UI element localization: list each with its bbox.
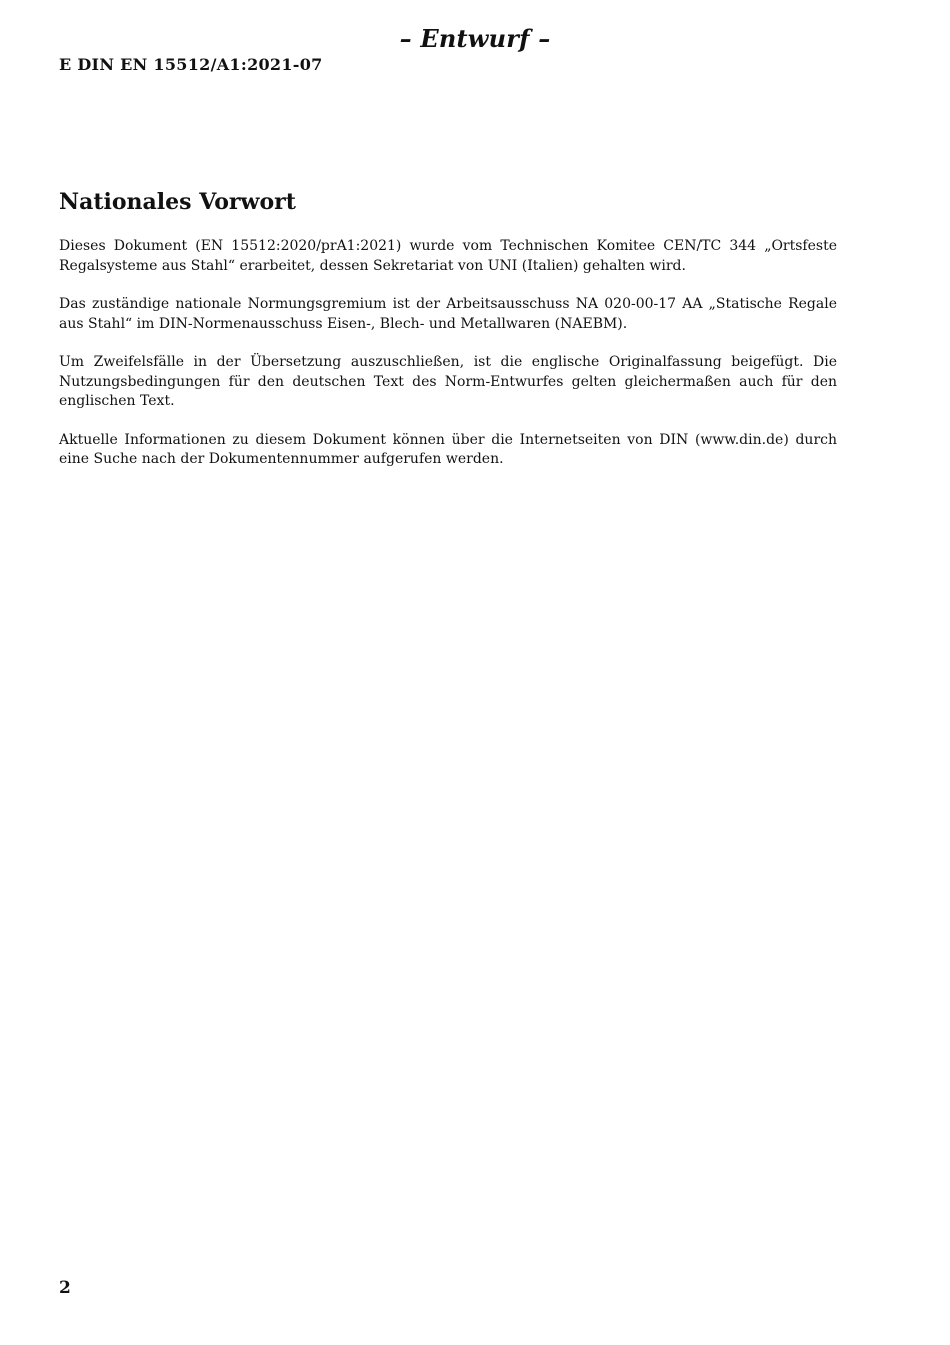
section-title: Nationales Vorwort xyxy=(59,189,296,215)
foreword-paragraph-4: Aktuelle Informationen zu diesem Dokument können über die Internetseiten von DIN (www.din.de) durch eine Suche nach der Dokumentennummer aufgerufen werden. xyxy=(59,431,837,467)
foreword-paragraph-2: Das zuständige nationale Normungsgremium ist der Arbeitsausschuss NA 020-00-17 AA „Statische Regale aus Stahl“ im DIN-Normenausschuss Eisen-, Blech- und Metallwaren (NAEBM). xyxy=(59,296,837,332)
foreword-section xyxy=(59,187,837,489)
foreword-paragraph-1: Dieses Dokument (EN 15512:2020/prA1:2021) wurde vom Technischen Komitee CEN/TC 344 „Ortsfeste Regalsysteme aus Stahl“ erarbeitet, dessen Sekretariat von UNI (Italien) gehalten wird. xyxy=(59,238,837,274)
document-identifier: E DIN EN 15512/A1:2021-07 xyxy=(59,55,323,74)
foreword-paragraph-3: Um Zweifelsfälle in der Übersetzung auszuschließen, ist die englische Originalfassung beigefügt. Die Nutzungsbedingungen für den deutschen Text des Norm-Entwurfes gelten gleichermaßen auch für den englischen Text. xyxy=(59,354,837,409)
page-number: 2 xyxy=(59,1278,71,1298)
draft-watermark-title: – Entwurf – xyxy=(399,24,551,53)
